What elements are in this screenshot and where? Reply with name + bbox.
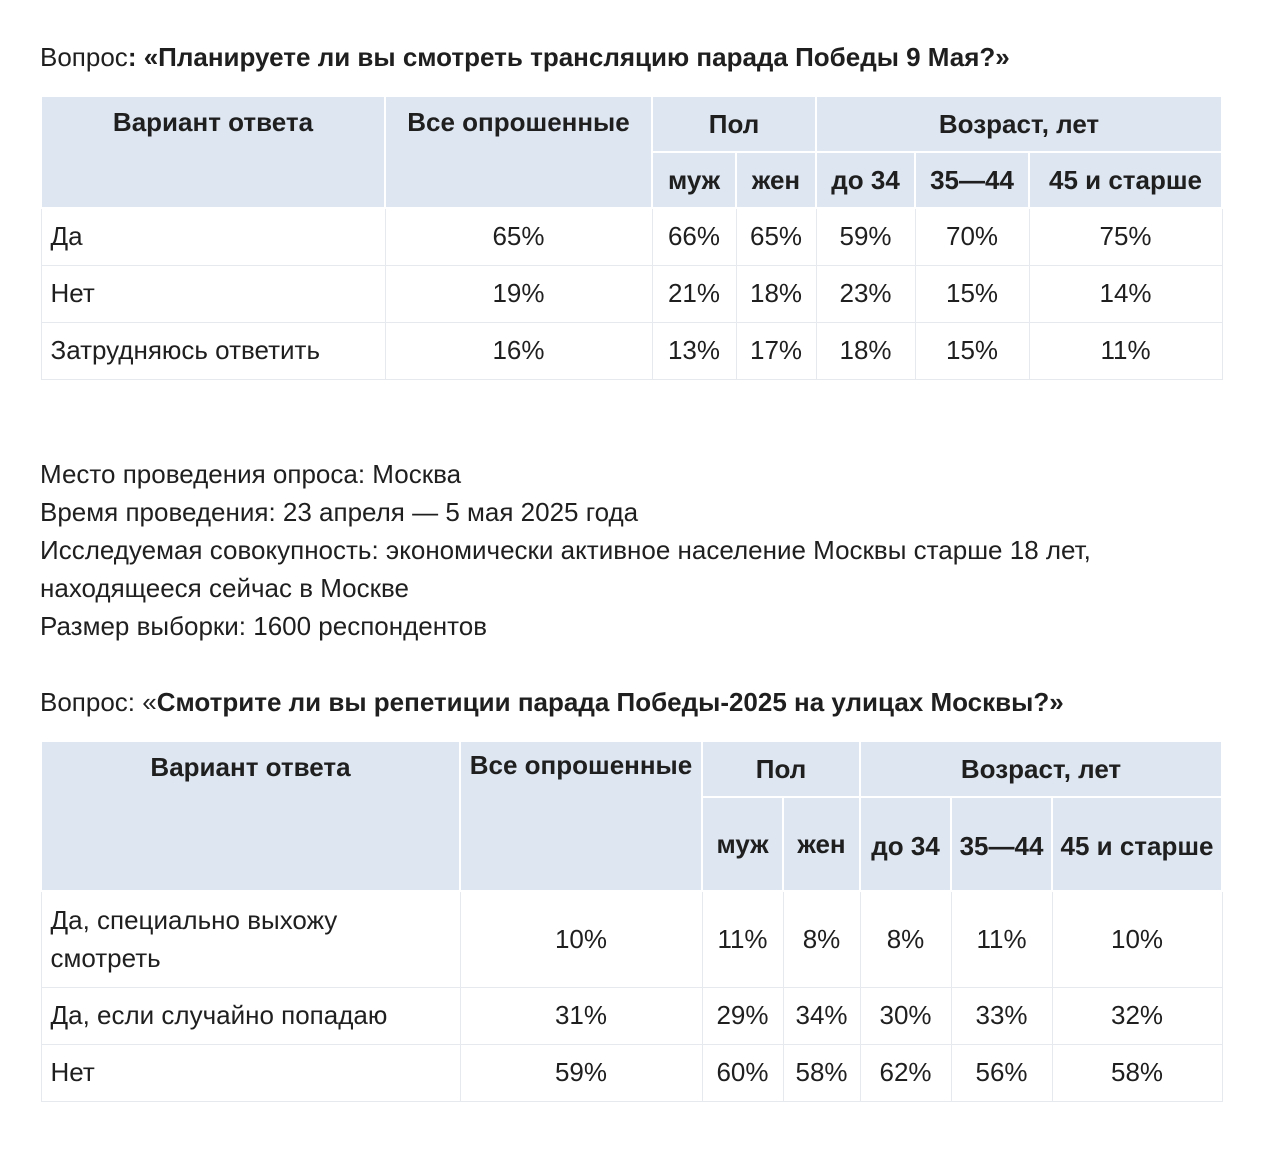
question-2-text: Смотрите ли вы репетиции парада Победы-2025 на улицах Москвы?» xyxy=(156,687,1064,717)
survey-metadata xyxy=(40,455,1220,645)
cell-age-2: 33% xyxy=(951,987,1052,1044)
cell-age-1: 8% xyxy=(860,891,951,987)
cell-age-1: 62% xyxy=(860,1044,951,1101)
cell-female: 58% xyxy=(783,1044,860,1101)
table-row xyxy=(41,987,1222,1044)
cell-age-3: 75% xyxy=(1029,208,1222,265)
cell-male: 21% xyxy=(652,265,736,322)
header-gender: Пол xyxy=(702,741,860,797)
cell-male: 13% xyxy=(652,322,736,379)
cell-male: 11% xyxy=(702,891,783,987)
row-label: Нет xyxy=(41,1044,460,1101)
table-row xyxy=(41,1044,1222,1101)
cell-age-2: 15% xyxy=(915,322,1029,379)
cell-age-1: 23% xyxy=(816,265,915,322)
cell-male: 29% xyxy=(702,987,783,1044)
table-row xyxy=(41,891,1222,987)
cell-male: 60% xyxy=(702,1044,783,1101)
cell-female: 8% xyxy=(783,891,860,987)
cell-all: 10% xyxy=(460,891,702,987)
row-label: Да, специально выхожу смотреть xyxy=(41,891,460,987)
question-2-prefix: Вопрос: « xyxy=(40,687,157,717)
header-age-1: до 34 xyxy=(860,797,951,891)
question-1-prefix: Вопрос xyxy=(40,42,128,72)
header-age-3: 45 и старше xyxy=(1052,797,1222,891)
header-age: Возраст, лет xyxy=(816,96,1222,152)
cell-all: 59% xyxy=(460,1044,702,1101)
cell-age-3: 14% xyxy=(1029,265,1222,322)
table-row xyxy=(41,208,1222,265)
survey-table-1 xyxy=(40,95,1223,380)
cell-age-1: 18% xyxy=(816,322,915,379)
cell-male: 66% xyxy=(652,208,736,265)
cell-age-2: 15% xyxy=(915,265,1029,322)
cell-female: 17% xyxy=(736,322,816,379)
row-label: Затрудняюсь ответить xyxy=(41,322,385,379)
cell-age-2: 11% xyxy=(951,891,1052,987)
question-2 xyxy=(40,685,1064,719)
header-age-3: 45 и старше xyxy=(1029,152,1222,208)
cell-age-1: 30% xyxy=(860,987,951,1044)
header-all: Все опрошенные xyxy=(385,96,652,208)
cell-age-3: 58% xyxy=(1052,1044,1222,1101)
survey-table-2 xyxy=(40,740,1223,1102)
header-male: муж xyxy=(652,152,736,208)
header-male: муж xyxy=(702,797,783,891)
header-age-2: 35—44 xyxy=(915,152,1029,208)
cell-age-2: 70% xyxy=(915,208,1029,265)
question-1-text: : «Планируете ли вы смотреть трансляцию парада Победы 9 Мая?» xyxy=(127,42,1010,72)
table-row xyxy=(41,322,1222,379)
cell-all: 19% xyxy=(385,265,652,322)
cell-female: 65% xyxy=(736,208,816,265)
survey-time: Время проведения: 23 апреля — 5 мая 2025 года xyxy=(40,497,639,527)
header-all: Все опрошенные xyxy=(460,741,702,891)
header-female: жен xyxy=(736,152,816,208)
cell-female: 34% xyxy=(783,987,860,1044)
survey-place: Место проведения опроса: Москва xyxy=(40,459,462,489)
cell-female: 18% xyxy=(736,265,816,322)
header-answer: Вариант ответа xyxy=(41,96,385,208)
cell-age-3: 11% xyxy=(1029,322,1222,379)
table-row xyxy=(41,265,1222,322)
cell-all: 65% xyxy=(385,208,652,265)
header-gender: Пол xyxy=(652,96,816,152)
row-label: Нет xyxy=(41,265,385,322)
header-answer: Вариант ответа xyxy=(41,741,460,891)
cell-age-3: 32% xyxy=(1052,987,1222,1044)
header-age-1: до 34 xyxy=(816,152,915,208)
cell-all: 31% xyxy=(460,987,702,1044)
row-label: Да xyxy=(41,208,385,265)
cell-age-3: 10% xyxy=(1052,891,1222,987)
cell-all: 16% xyxy=(385,322,652,379)
header-age: Возраст, лет xyxy=(860,741,1222,797)
cell-age-2: 56% xyxy=(951,1044,1052,1101)
row-label: Да, если случайно попадаю xyxy=(41,987,460,1044)
header-age-2: 35—44 xyxy=(951,797,1052,891)
survey-sample: Размер выборки: 1600 респондентов xyxy=(40,611,488,641)
survey-population: Исследуемая совокупность: экономически активное население Москвы старше 18 лет, находящееся сейчас в Москве xyxy=(40,535,1091,603)
cell-age-1: 59% xyxy=(816,208,915,265)
header-female: жен xyxy=(783,797,860,891)
question-1 xyxy=(40,40,1010,74)
